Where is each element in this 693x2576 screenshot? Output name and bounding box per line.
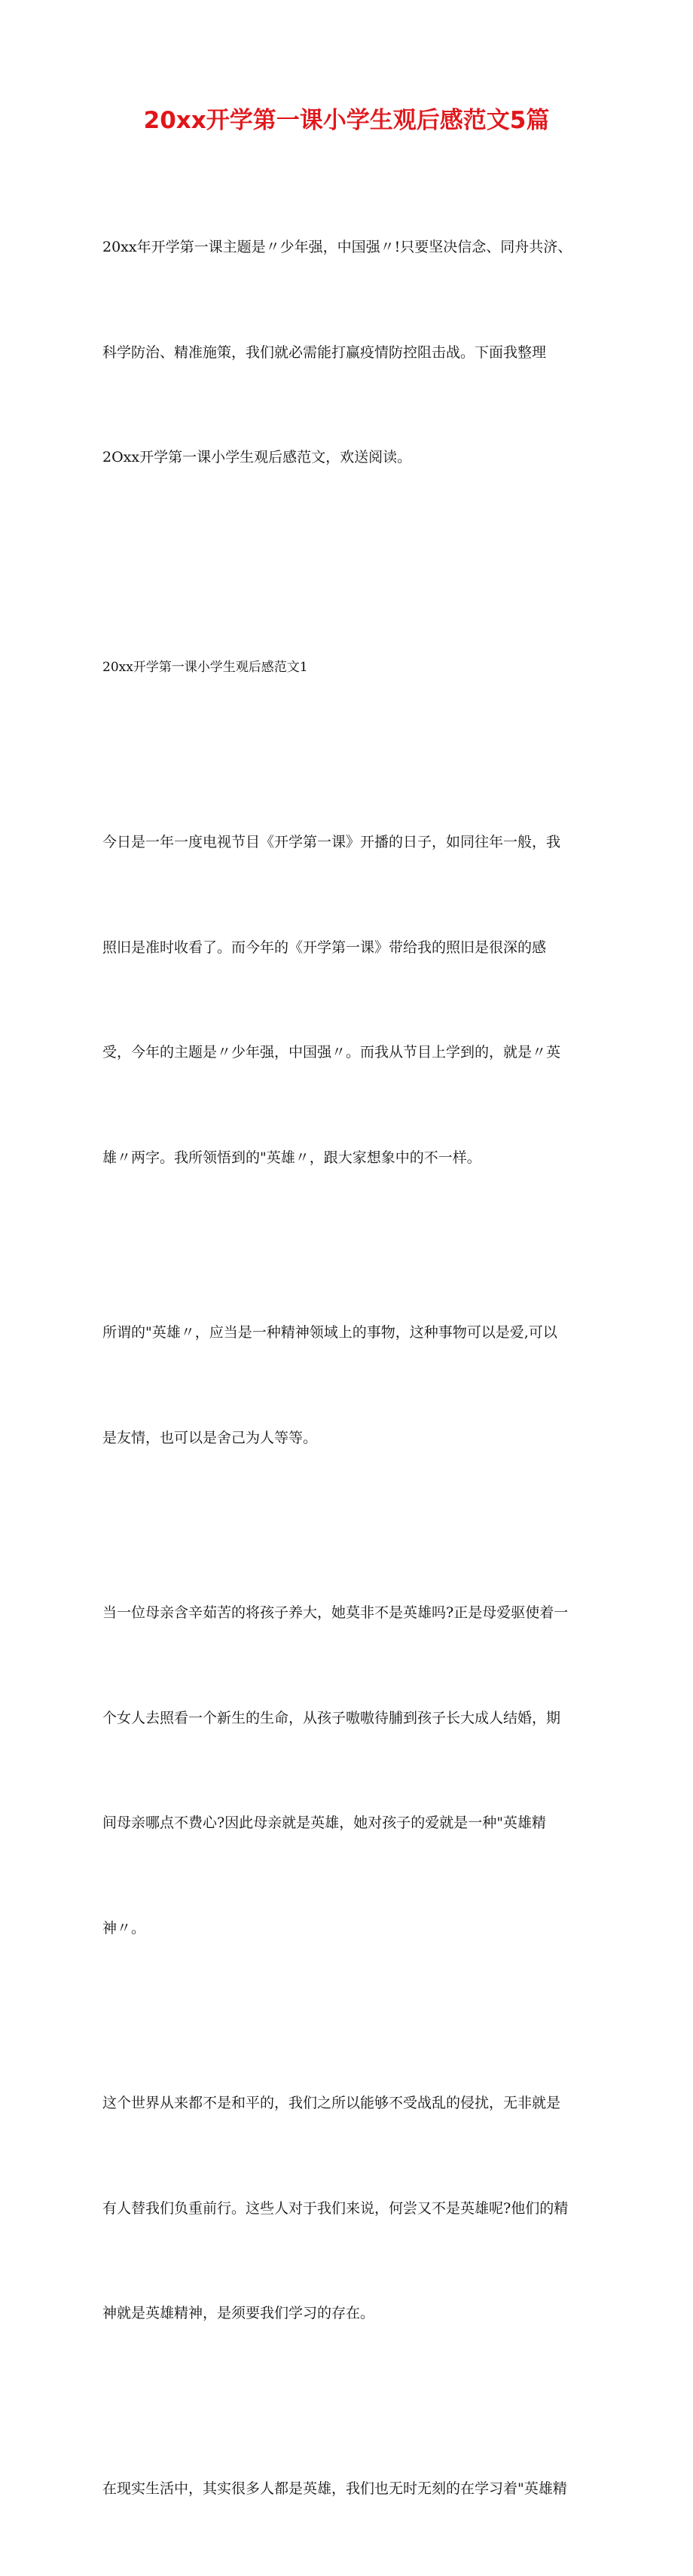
page-title: 20xx开学第一课小学生观后感范文5篇: [0, 104, 693, 137]
body-line: 受，今年的主题是〃少年强，中国强〃。而我从节目上学到的，就是〃英: [102, 1035, 600, 1070]
body-line: 有人替我们负重前行。这些人对于我们来说，何尝又不是英雄呢?他们的精: [102, 2191, 600, 2227]
body-line: 这个世界从来都不是和平的，我们之所以能够不受战乱的侵扰，无非就是: [102, 2086, 600, 2121]
body-paragraph-3: [102, 1525, 600, 2016]
section-title-text: 20xx开学第一课小学生观后感范文1: [102, 650, 600, 685]
body-line: 是友情，也可以是舍己为人等等。: [102, 1421, 600, 1456]
body-line: 雄〃两字。我所领悟到的"英雄〃，跟大家想象中的不一样。: [102, 1140, 600, 1176]
intro-line: 科学防治、精准施策，我们就必需能打赢疫情防控阻击战。下面我整理: [102, 335, 600, 371]
section-title: [102, 580, 600, 755]
intro-line: 20xx年开学第一课主题是〃少年强，中国强〃!只要坚决信念、同舟共济、: [102, 230, 600, 265]
body-line: 今日是一年一度电视节目《开学第一课》开播的日子，如同往年一般，我: [102, 825, 600, 860]
body-paragraph-4: [102, 2016, 600, 2401]
paragraph-spacer: [102, 545, 600, 580]
body-line: 在现实生活中，其实很多人都是英雄，我们也无时无刻的在学习着"英雄精: [102, 2471, 600, 2507]
body-line: 神就是英雄精神，是须要我们学习的存在。: [102, 2296, 600, 2331]
body-line: 神〃。: [102, 1911, 600, 1946]
body-line: 间母亲哪点不费心?因此母亲就是英雄，她对孩子的爱就是一种"英雄精: [102, 1805, 600, 1841]
document-body: [102, 160, 600, 2576]
body-line: 当一位母亲含辛茹苦的将孩子养大，她莫非不是英雄吗?正是母爱驱使着一: [102, 1595, 600, 1631]
body-line: 个女人去照看一个新生的生命，从孩子嗷嗷待脯到孩子长大成人结婚，期: [102, 1701, 600, 1736]
body-paragraph-5: [102, 2401, 600, 2576]
body-line: 所谓的"英雄〃，应当是一种精神领域上的事物，这种事物可以是爱,可以: [102, 1315, 600, 1351]
intro-line: 2Oxx开学第一课小学生观后感范文，欢送阅读。: [102, 440, 600, 475]
intro-paragraph: [102, 160, 600, 545]
body-paragraph-1: [102, 755, 600, 1245]
document-page: [0, 0, 693, 980]
body-paragraph-2: [102, 1245, 600, 1525]
body-line: 照旧是准时收看了。而今年的《开学第一课》带给我的照旧是很深的感: [102, 930, 600, 966]
